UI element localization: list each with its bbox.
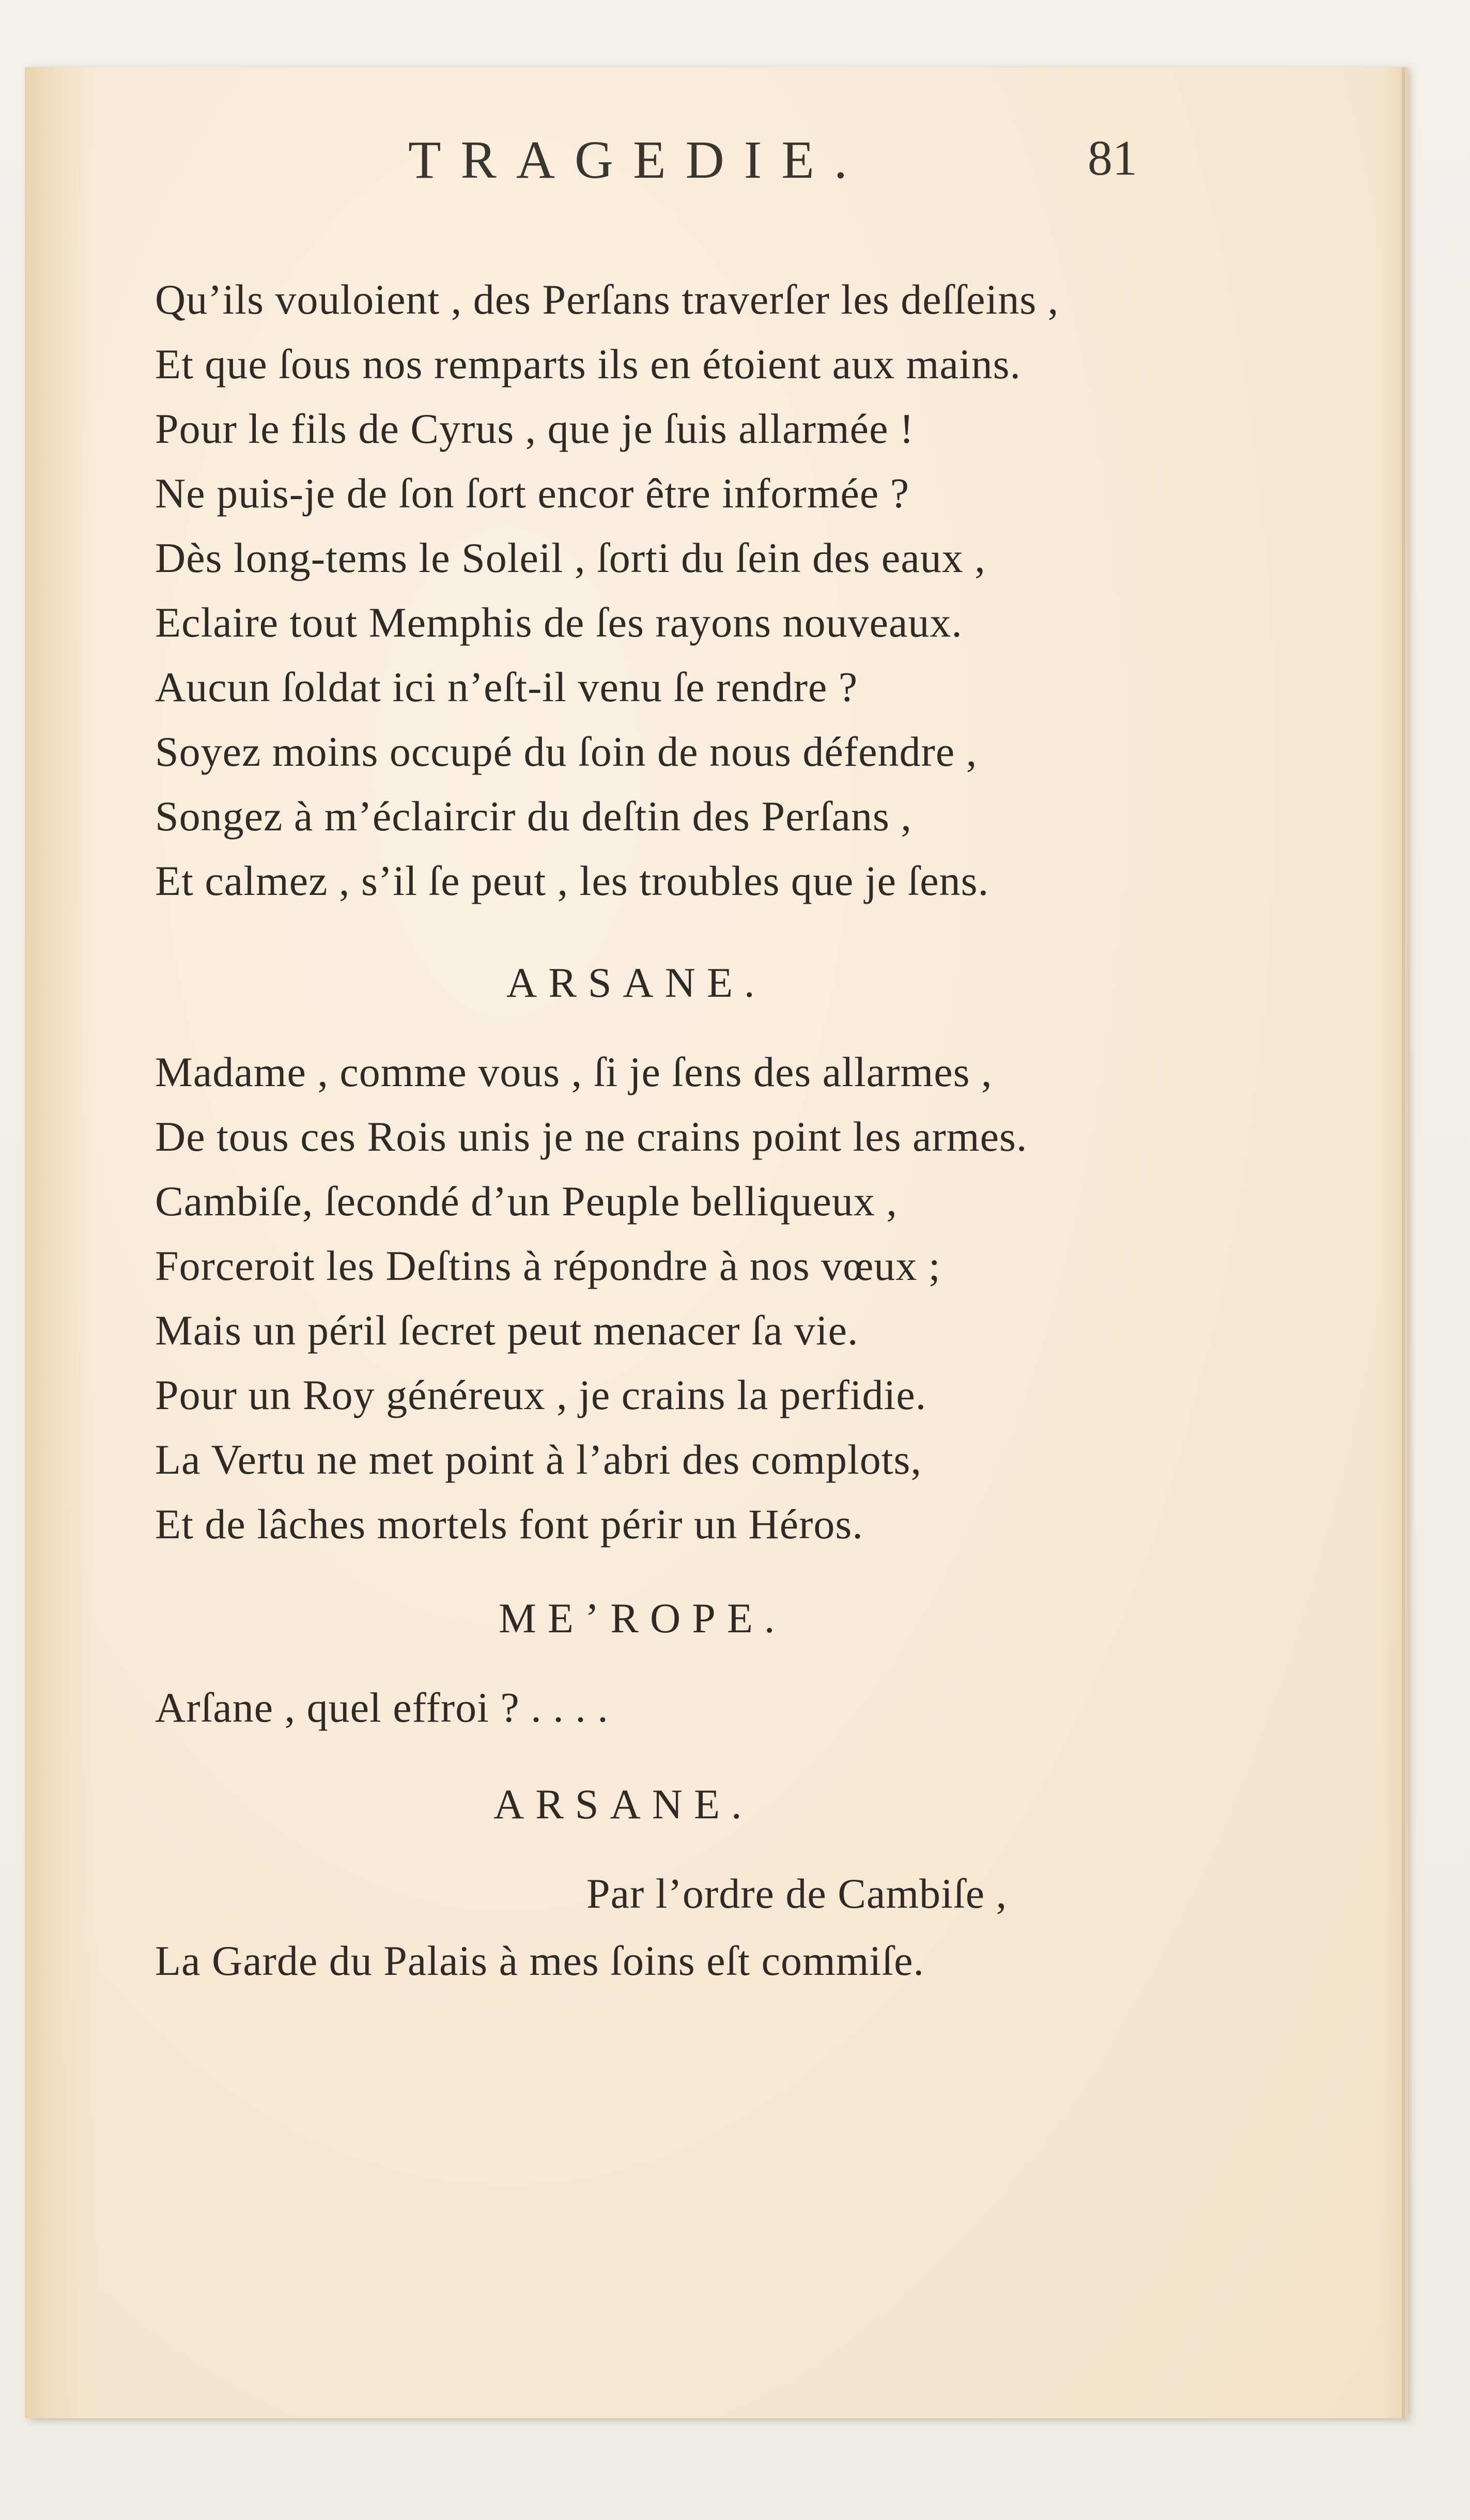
- verse-line: Ne puis-je de ſon ſort encor être informée ?: [155, 470, 910, 517]
- verse-line: Eclaire tout Memphis de ſes rayons nouveaux.: [155, 599, 963, 646]
- verse-line: Et calmez , s’il ſe peut , les troubles que je ſens.: [155, 857, 989, 904]
- verse-line: Et que ſous nos remparts ils en étoient aux mains.: [155, 341, 1022, 388]
- verse-line: Pour le fils de Cyrus , que je ſuis allarmée !: [155, 405, 915, 452]
- verse-line: La Vertu ne met point à l’abri des complots,: [155, 1436, 922, 1483]
- verse-line: Qu’ils vouloient , des Perſans traverſer les deſſeins ,: [155, 276, 1059, 323]
- page-gutter-shadow: [25, 67, 97, 2418]
- verse-line: La Garde du Palais à mes ſoins eſt commiſe.: [155, 1937, 925, 1984]
- verse-line: Et de lâches mortels font périr un Héros.: [155, 1501, 863, 1548]
- verse-line: Cambiſe, ſecondé d’un Peuple belliqueux ,: [155, 1178, 898, 1225]
- verse-line: Forceroit les Deſtins à répondre à nos vœux ;: [155, 1242, 941, 1289]
- page-number: 81: [1088, 130, 1137, 185]
- verse-line: De tous ces Rois unis je ne crains point les armes.: [155, 1113, 1028, 1160]
- speaker-name: ARSANE.: [506, 959, 766, 1006]
- verse-line: Arſane , quel effroi ? . . . .: [155, 1684, 609, 1731]
- verse-line: Dès long-tems le Soleil , ſorti du ſein des eaux ,: [155, 534, 986, 581]
- verse-line: Songez à m’éclaircir du deſtin des Perſans ,: [155, 793, 912, 840]
- verse-line: Madame , comme vous , ſi je ſens des allarmes ,: [155, 1048, 993, 1095]
- speaker-name: ARSANE.: [493, 1781, 753, 1828]
- running-head-title: TRAGEDIE.: [408, 130, 867, 190]
- verse-line: Aucun ſoldat ici n’eſt-il venu ſe rendre ?: [155, 663, 858, 710]
- speaker-name: ME’ROPE.: [499, 1595, 786, 1642]
- verse-line: Pour un Roy généreux , je crains la perfidie.: [155, 1371, 927, 1418]
- verse-line: Par l’ordre de Cambiſe ,: [586, 1870, 1008, 1917]
- page-edge: [1381, 67, 1402, 2418]
- verse-line: Mais un péril ſecret peut menacer ſa vie.: [155, 1307, 859, 1354]
- verse-line: Soyez moins occupé du ſoin de nous défendre ,: [155, 728, 978, 775]
